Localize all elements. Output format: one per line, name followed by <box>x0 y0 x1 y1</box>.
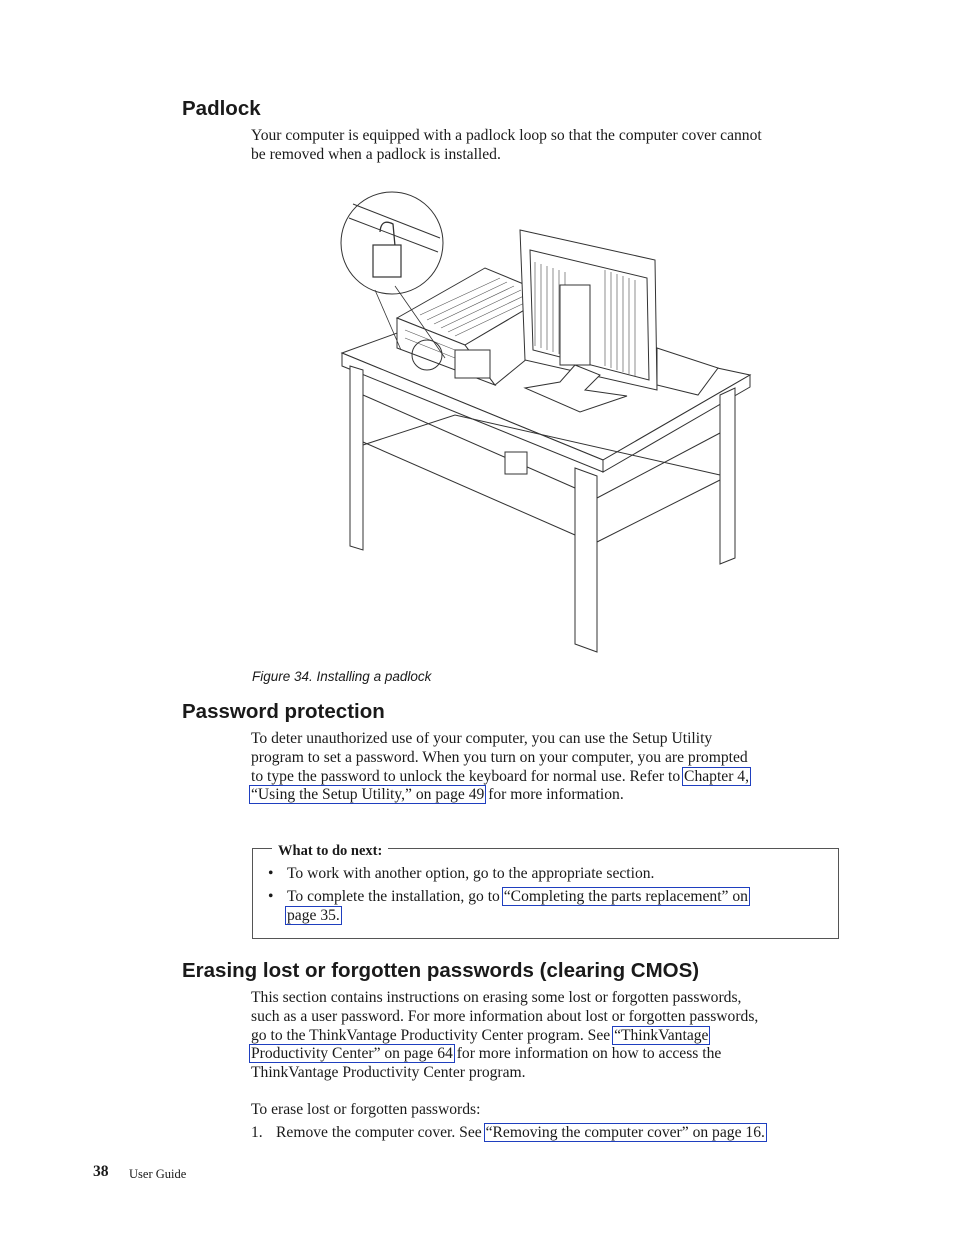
text-fragment: to type the password to unlock the keyboard for normal use. Refer to <box>251 767 685 785</box>
text-fragment: for more information. <box>484 786 624 804</box>
step-1-number: 1. <box>251 1124 263 1141</box>
text-line <box>251 768 837 787</box>
thinkvantage-link[interactable]: “ThinkVantage <box>614 1026 709 1044</box>
text-line: be removed when a padlock is installed. <box>251 145 501 163</box>
text-line <box>276 1124 862 1143</box>
section-heading-padlock: Padlock <box>182 97 261 120</box>
padlock-paragraph <box>251 127 837 165</box>
bullet: • <box>268 888 274 905</box>
text-line <box>251 1045 837 1064</box>
text-line <box>287 907 748 926</box>
text-line: Your computer is equipped with a padlock loop so that the computer cover cannot <box>251 127 762 144</box>
removing-cover-link[interactable]: “Removing the computer cover” on page 16. <box>485 1124 765 1141</box>
figure-caption: Figure 34. Installing a padlock <box>252 669 432 684</box>
text-line <box>251 1027 837 1046</box>
text-line: program to set a password. When you turn on your computer, you are prompted <box>251 748 748 766</box>
text-line <box>287 888 748 907</box>
page-number: 38 <box>93 1163 109 1180</box>
text-fragment: To complete the installation, go to <box>287 888 504 905</box>
chapter-4-link[interactable]: Chapter 4, <box>684 767 750 785</box>
step-1 <box>276 1124 862 1143</box>
thinkvantage-link-page[interactable]: Productivity Center” on page 64 <box>251 1045 453 1063</box>
cmos-paragraph <box>251 989 837 1083</box>
next-step-item <box>287 888 748 926</box>
next-steps-title: What to do next: <box>272 842 388 861</box>
section-heading-cmos: Erasing lost or forgotten passwords (clearing CMOS) <box>182 959 700 982</box>
text-line: This section contains instructions on erasing some lost or forgotten passwords, <box>251 989 742 1006</box>
text-fragment: go to the ThinkVantage Productivity Center program. See <box>251 1026 615 1044</box>
section-heading-password: Password protection <box>182 700 385 723</box>
completing-parts-link-page[interactable]: page 35. <box>287 906 340 924</box>
footer-title: User Guide <box>129 1167 187 1181</box>
setup-utility-link[interactable]: “Using the Setup Utility,” on page 49 <box>251 786 485 804</box>
cmos-intro: To erase lost or forgotten passwords: <box>251 1101 481 1118</box>
completing-parts-link[interactable]: “Completing the parts replacement” on <box>503 888 748 905</box>
text-line: To deter unauthorized use of your computer, you can use the Setup Utility <box>251 730 713 747</box>
text-fragment: for more information on how to access the <box>452 1045 722 1063</box>
text-line: such as a user password. For more information about lost or forgotten passwords, <box>251 1007 759 1025</box>
padlock-illustration <box>335 190 755 660</box>
text-line: ThinkVantage Productivity Center program. <box>251 1064 526 1082</box>
text-fragment: Remove the computer cover. See <box>276 1124 486 1141</box>
text-line <box>251 786 837 805</box>
text-line: To work with another option, go to the appropriate section. <box>287 865 655 882</box>
bullet: • <box>268 865 274 882</box>
password-paragraph <box>251 730 837 805</box>
next-step-item <box>287 865 654 884</box>
